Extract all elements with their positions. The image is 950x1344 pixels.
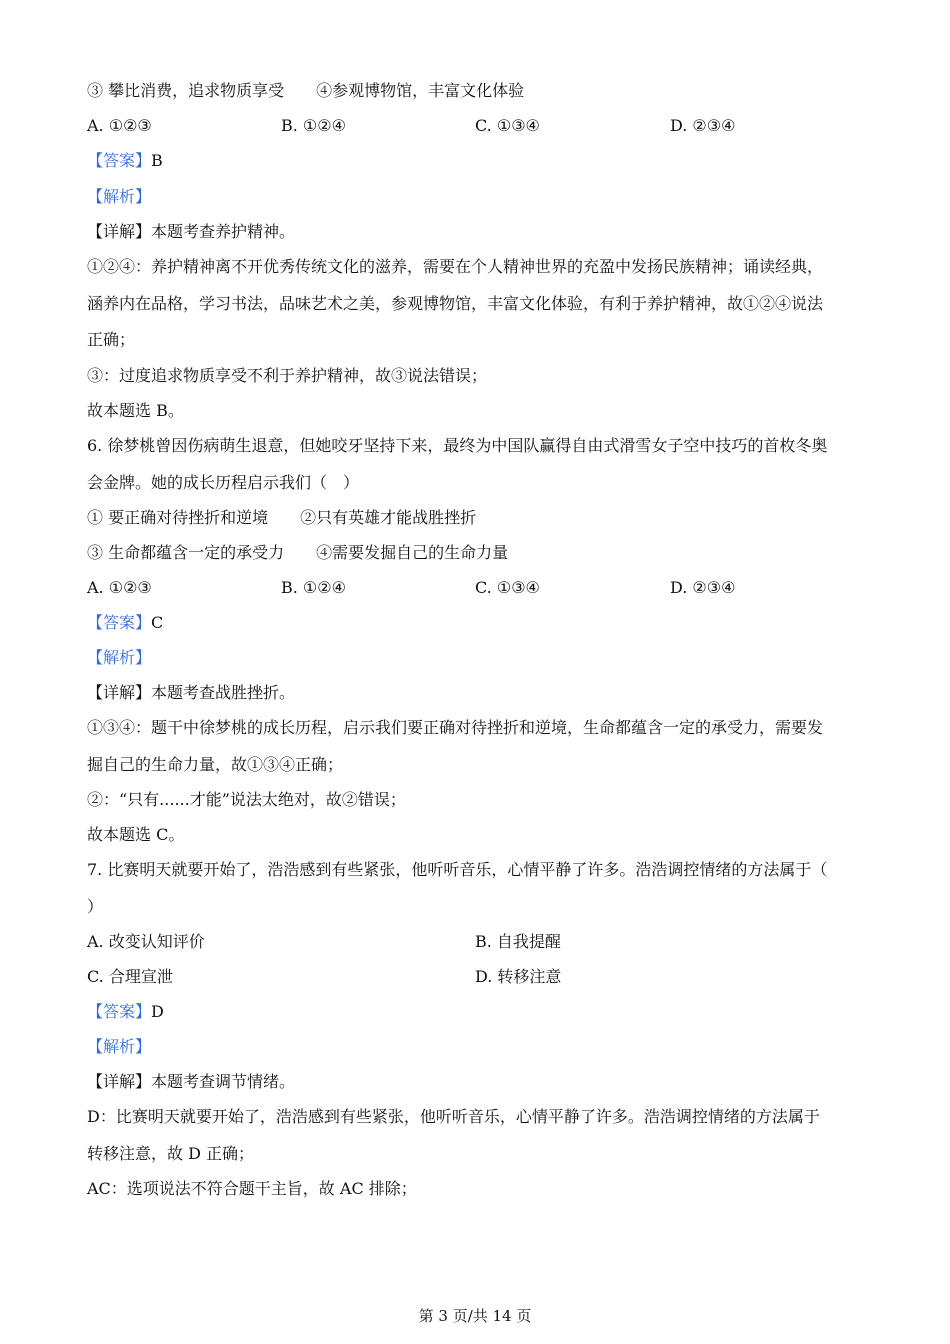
option-a: A. ①②③ — [87, 578, 152, 597]
answer-value: C — [151, 613, 164, 632]
page-footer: 第 3 页/共 14 页 — [418, 1307, 532, 1325]
option-d: D. ②③④ — [670, 116, 736, 135]
option-d: D. 转移注意 — [475, 967, 562, 986]
explanation-line: AC：选项说法不符合题干主旨，故 AC 排除； — [87, 1179, 417, 1198]
statement-line: ① 要正确对待挫折和逆境 ②只有英雄才能战胜挫折 — [87, 508, 477, 527]
explanation-line: ①③④：题干中徐梦桃的成长历程，启示我们要正确对待挫折和逆境，生命都蕴含一定的承受力，需要发 — [87, 718, 824, 737]
explanation-line: ③：过度追求物质享受不利于养护精神，故③说法错误； — [87, 366, 488, 385]
answer-value: B — [151, 151, 163, 170]
explanation-line: 涵养内在品格，学习书法，品味艺术之美，参观博物馆，丰富文化体验，有利于养护精神，故①②④说法 — [87, 294, 824, 313]
option-b: B. ①②④ — [281, 578, 346, 597]
detail-line: 【详解】本题考查调节情绪。 — [87, 1072, 296, 1091]
conclusion-line: 故本题选 C。 — [87, 825, 185, 844]
answer-tag: 【答案】 — [87, 613, 152, 632]
answer-tag: 【答案】 — [87, 151, 152, 170]
answer-line — [87, 1002, 164, 1022]
explanation-line: 正确； — [87, 330, 136, 349]
option-d: D. ②③④ — [670, 578, 736, 597]
option-a: A. ①②③ — [87, 116, 152, 135]
detail-line: 【详解】本题考查战胜挫折。 — [87, 683, 296, 702]
explanation-line: D：比赛明天就要开始了，浩浩感到有些紧张，他听听音乐，心情平静了许多。浩浩调控情绪的方法属于 — [87, 1107, 820, 1126]
analysis-tag: 【解析】 — [87, 187, 152, 206]
statement-line: ③ 生命都蕴含一定的承受力 ④需要发掘自己的生命力量 — [87, 543, 509, 562]
explanation-line: ①②④：养护精神离不开优秀传统文化的滋养，需要在个人精神世界的充盈中发扬民族精神；诵读经典， — [87, 257, 824, 276]
explanation-line: 转移注意，故 D 正确； — [87, 1144, 255, 1163]
analysis-tag: 【解析】 — [87, 648, 152, 667]
option-c: C. 合理宣泄 — [87, 967, 173, 986]
option-c: C. ①③④ — [475, 116, 540, 135]
option-c: C. ①③④ — [475, 578, 540, 597]
option-b: B. 自我提醒 — [475, 932, 561, 951]
option-b: B. ①②④ — [281, 116, 346, 135]
statement-line: ③ 攀比消费，追求物质享受 ④参观博物馆，丰富文化体验 — [87, 81, 525, 100]
option-a: A. 改变认知评价 — [87, 932, 205, 951]
question-stem: 会金牌。她的成长历程启示我们（ ） — [87, 473, 360, 492]
explanation-line: ②：“只有......才能”说法太绝对，故②错误； — [87, 790, 406, 809]
conclusion-line: 故本题选 B。 — [87, 401, 184, 420]
question-stem: 6. 徐梦桃曾因伤病萌生退意，但她咬牙坚持下来，最终为中国队赢得自由式滑雪女子空中技巧的首枚冬奥 — [87, 436, 828, 455]
answer-value: D — [151, 1002, 164, 1021]
question-stem: 7. 比赛明天就要开始了，浩浩感到有些紧张，他听听音乐，心情平静了许多。浩浩调控情绪的方法属于（ — [87, 860, 828, 879]
answer-line — [87, 151, 163, 171]
detail-line: 【详解】本题考查养护精神。 — [87, 222, 296, 241]
answer-line — [87, 613, 163, 633]
analysis-tag: 【解析】 — [87, 1037, 152, 1056]
question-stem: ） — [87, 897, 104, 916]
explanation-line: 掘自己的生命力量，故①③④正确； — [87, 755, 344, 774]
answer-tag: 【答案】 — [87, 1002, 152, 1021]
